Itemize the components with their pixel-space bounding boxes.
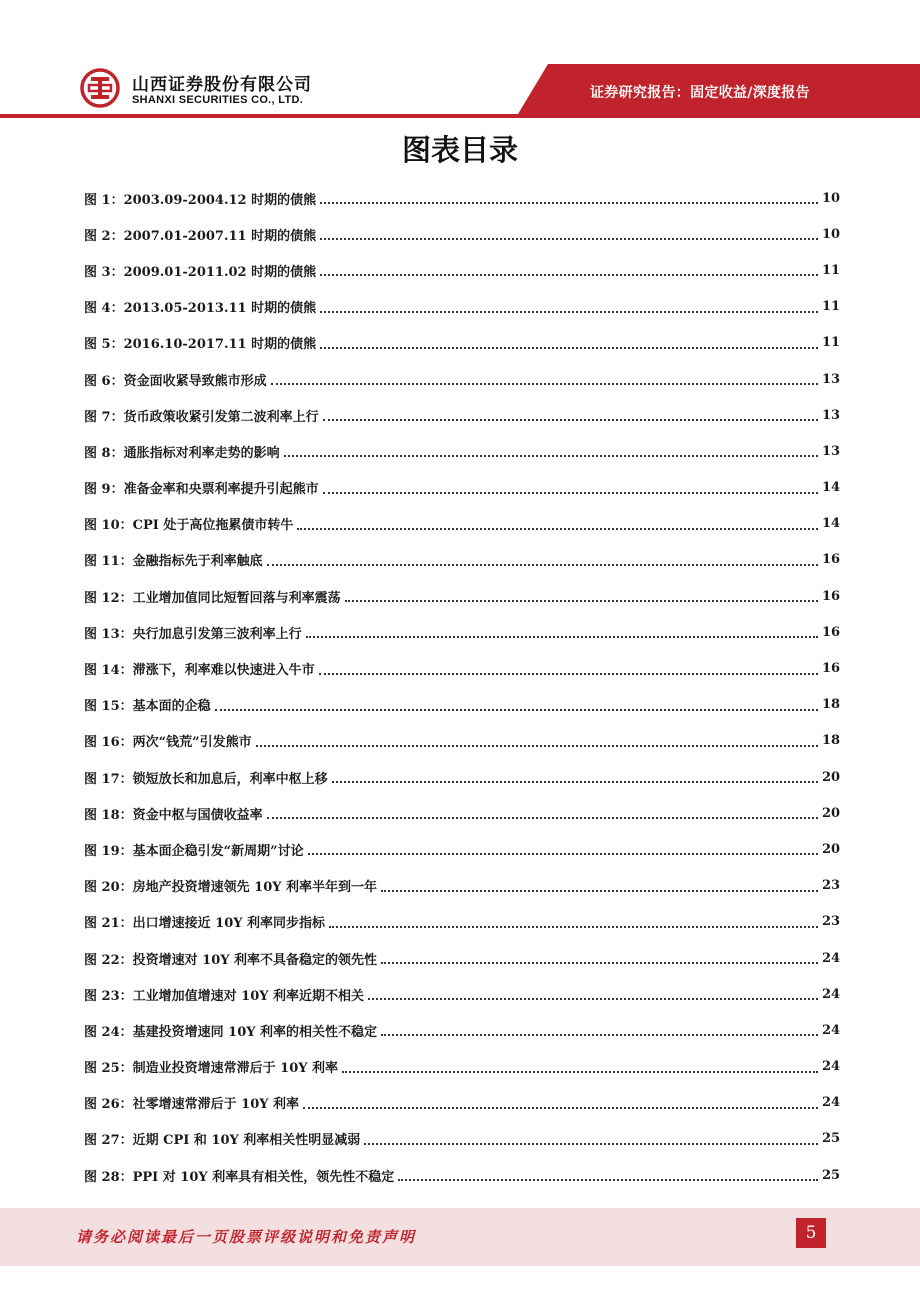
toc-dot-leader xyxy=(284,443,818,457)
toc-figure-title: PPI 对 10Y 利率具有相关性，领先性不稳定 xyxy=(132,1169,395,1185)
toc-entry[interactable] xyxy=(84,831,841,867)
toc-figure-label: 图 15： xyxy=(84,699,133,715)
toc-page-number: 10 xyxy=(822,226,841,242)
toc-entry[interactable] xyxy=(84,868,841,904)
toc-figure-label: 图 14： xyxy=(84,663,133,679)
toc-entry[interactable] xyxy=(84,650,841,686)
toc-entry[interactable] xyxy=(84,1121,841,1157)
toc-dot-leader xyxy=(398,1167,818,1181)
toc-page-number: 11 xyxy=(822,335,841,351)
toc-entry[interactable] xyxy=(84,433,841,469)
toc-figure-label: 图 12： xyxy=(84,590,133,606)
toc-figure-title: 资金面收紧导致熊市形成 xyxy=(123,373,267,389)
page-header xyxy=(0,0,920,122)
toc-figure-label: 图 11： xyxy=(84,554,133,570)
toc-figure-title: 社零增速常滞后于 10Y 利率 xyxy=(132,1097,300,1113)
toc-dot-leader xyxy=(381,950,818,964)
toc-figure-label: 图 1： xyxy=(84,192,124,208)
toc-figure-title: 准备金率和央票利率提升引起熊市 xyxy=(123,482,319,498)
toc-figure-title: 2016.10-2017.11 时期的债熊 xyxy=(123,337,317,353)
toc-figure-label: 图 4： xyxy=(84,301,124,317)
toc-figure-title: 房地产投资增速领先 10Y 利率半年到一年 xyxy=(132,880,378,896)
toc-dot-leader xyxy=(215,697,818,711)
toc-figure-title: 基本面企稳引发“新周期”讨论 xyxy=(132,843,304,859)
toc-page-number: 11 xyxy=(822,299,841,315)
toc-figure-title: 工业增加值同比短暂回落与利率震荡 xyxy=(132,590,341,606)
company-logo-icon xyxy=(80,68,120,108)
toc-dot-leader xyxy=(303,1095,818,1109)
toc-entry[interactable] xyxy=(84,578,841,614)
toc-entry[interactable] xyxy=(84,976,841,1012)
toc-dot-leader xyxy=(381,1022,818,1036)
toc-entry[interactable] xyxy=(84,723,841,759)
toc-entry[interactable] xyxy=(84,1157,841,1193)
toc-figure-label: 图 20： xyxy=(84,880,133,896)
toc-figure-title: 近期 CPI 和 10Y 利率相关性明显减弱 xyxy=(132,1133,361,1149)
toc-dot-leader xyxy=(364,1131,818,1145)
toc-figure-title: 资金中枢与国债收益率 xyxy=(132,807,263,823)
toc-page-number: 20 xyxy=(822,769,841,785)
toc-figure-title: 2003.09-2004.12 时期的债熊 xyxy=(123,192,317,208)
toc-page-number: 24 xyxy=(822,1095,841,1111)
toc-entry[interactable] xyxy=(84,252,841,288)
toc-dot-leader xyxy=(267,552,818,566)
toc-figure-title: 通胀指标对利率走势的影响 xyxy=(123,445,280,461)
disclaimer-text: 请务必阅读最后一页股票评级说明和免责声明 xyxy=(76,1228,417,1246)
toc-figure-title: 货币政策收紧引发第二波利率上行 xyxy=(123,409,319,425)
toc-page-number: 24 xyxy=(822,986,841,1002)
toc-figure-title: 滞涨下，利率难以快速进入牛市 xyxy=(132,663,315,679)
toc-dot-leader xyxy=(320,262,818,276)
toc-entry[interactable] xyxy=(84,470,841,506)
toc-dot-leader xyxy=(320,335,818,349)
page-number: 5 xyxy=(796,1218,826,1248)
toc-entry[interactable] xyxy=(84,1049,841,1085)
toc-dot-leader xyxy=(323,407,818,421)
toc-dot-leader xyxy=(332,769,818,783)
toc-entry[interactable] xyxy=(84,289,841,325)
toc-figure-label: 图 2： xyxy=(84,228,124,244)
toc-entry[interactable] xyxy=(84,940,841,976)
toc-figure-title: 基建投资增速同 10Y 利率的相关性不稳定 xyxy=(132,1024,378,1040)
toc-figure-label: 图 26： xyxy=(84,1097,133,1113)
toc-entry[interactable] xyxy=(84,325,841,361)
toc-figure-label: 图 22： xyxy=(84,952,133,968)
toc-entry[interactable] xyxy=(84,687,841,723)
toc-page-number: 14 xyxy=(822,516,841,532)
toc-dot-leader xyxy=(323,480,818,494)
toc-entry[interactable] xyxy=(84,1085,841,1121)
toc-dot-leader xyxy=(297,516,818,530)
toc-dot-leader xyxy=(381,878,818,892)
toc-figure-label: 图 16： xyxy=(84,735,133,751)
toc-dot-leader xyxy=(329,914,818,928)
toc-figure-label: 图 28： xyxy=(84,1169,133,1185)
toc-figure-title: 2009.01-2011.02 时期的债熊 xyxy=(123,264,317,280)
toc-entry[interactable] xyxy=(84,216,841,252)
page-footer xyxy=(0,1208,920,1266)
toc-page-number: 18 xyxy=(822,733,841,749)
toc-page-number: 16 xyxy=(822,588,841,604)
toc-page-number: 18 xyxy=(822,697,841,713)
toc-page-number: 16 xyxy=(822,552,841,568)
toc-page-number: 25 xyxy=(822,1167,841,1183)
toc-dot-leader xyxy=(345,588,818,602)
toc-figure-title: 基本面的企稳 xyxy=(132,699,211,715)
toc-figure-label: 图 19： xyxy=(84,843,133,859)
toc-dot-leader xyxy=(271,371,818,385)
toc-entry[interactable] xyxy=(84,904,841,940)
toc-figure-label: 图 10： xyxy=(84,518,133,534)
toc-page-number: 10 xyxy=(822,190,841,206)
toc-entry[interactable] xyxy=(84,614,841,650)
toc-dot-leader xyxy=(256,733,818,747)
toc-page-number: 13 xyxy=(822,443,841,459)
toc-figure-title: 2013.05-2013.11 时期的债熊 xyxy=(123,301,317,317)
toc-page-number: 16 xyxy=(822,624,841,640)
toc-figure-title: 锁短放长和加息后，利率中枢上移 xyxy=(132,771,328,787)
toc-page-number: 23 xyxy=(822,914,841,930)
toc-entry[interactable] xyxy=(84,180,841,216)
toc-figure-label: 图 5： xyxy=(84,337,124,353)
toc-page-number: 25 xyxy=(822,1131,841,1147)
toc-entry[interactable] xyxy=(84,397,841,433)
toc-entry[interactable] xyxy=(84,1012,841,1048)
toc-dot-leader xyxy=(320,190,818,204)
table-of-figures xyxy=(84,180,841,1193)
toc-figure-title: 央行加息引发第三波利率上行 xyxy=(132,626,302,642)
toc-page-number: 11 xyxy=(822,262,841,278)
toc-figure-label: 图 18： xyxy=(84,807,133,823)
toc-page-number: 14 xyxy=(822,480,841,496)
toc-figure-title: 制造业投资增速常滞后于 10Y 利率 xyxy=(132,1061,339,1077)
toc-dot-leader xyxy=(267,805,818,819)
toc-page-number: 23 xyxy=(822,878,841,894)
toc-page-number: 20 xyxy=(822,841,841,857)
toc-figure-label: 图 8： xyxy=(84,445,124,461)
toc-figure-title: CPI 处于高位拖累债市转牛 xyxy=(132,518,294,534)
toc-page-number: 24 xyxy=(822,950,841,966)
toc-dot-leader xyxy=(320,299,818,313)
company-name-cn: 山西证券股份有限公司 xyxy=(132,75,312,95)
toc-dot-leader xyxy=(306,624,818,638)
toc-dot-leader xyxy=(368,986,818,1000)
toc-dot-leader xyxy=(319,661,818,675)
toc-dot-leader xyxy=(308,841,818,855)
toc-page-number: 20 xyxy=(822,805,841,821)
toc-figure-label: 图 17： xyxy=(84,771,133,787)
toc-entry[interactable] xyxy=(84,361,841,397)
toc-entry[interactable] xyxy=(84,506,841,542)
toc-figure-title: 投资增速对 10Y 利率不具备稳定的领先性 xyxy=(132,952,378,968)
toc-page-number: 13 xyxy=(822,371,841,387)
toc-figure-title: 出口增速接近 10Y 利率同步指标 xyxy=(132,916,326,932)
toc-figure-title: 两次“钱荒”引发熊市 xyxy=(132,735,252,751)
page-title: 图表目录 xyxy=(401,133,518,167)
toc-figure-label: 图 25： xyxy=(84,1061,133,1077)
toc-figure-label: 图 24： xyxy=(84,1024,133,1040)
toc-figure-title: 2007.01-2007.11 时期的债熊 xyxy=(123,228,317,244)
toc-figure-label: 图 23： xyxy=(84,988,133,1004)
toc-page-number: 13 xyxy=(822,407,841,423)
toc-page-number: 24 xyxy=(822,1059,841,1075)
toc-figure-title: 工业增加值增速对 10Y 利率近期不相关 xyxy=(132,988,365,1004)
toc-figure-label: 图 9： xyxy=(84,482,124,498)
toc-dot-leader xyxy=(342,1059,818,1073)
toc-page-number: 24 xyxy=(822,1022,841,1038)
toc-page-number: 16 xyxy=(822,661,841,677)
toc-figure-label: 图 21： xyxy=(84,916,133,932)
toc-figure-label: 图 13： xyxy=(84,626,133,642)
toc-entry[interactable] xyxy=(84,542,841,578)
toc-figure-label: 图 3： xyxy=(84,264,124,280)
toc-figure-title: 金融指标先于利率触底 xyxy=(132,554,263,570)
toc-figure-label: 图 6： xyxy=(84,373,124,389)
report-type: 证券研究报告：固定收益/深度报告 xyxy=(590,85,810,101)
toc-entry[interactable] xyxy=(84,795,841,831)
toc-entry[interactable] xyxy=(84,759,841,795)
toc-figure-label: 图 7： xyxy=(84,409,124,425)
toc-figure-label: 图 27： xyxy=(84,1133,133,1149)
company-name-en: SHANXI SECURITIES CO., LTD. xyxy=(132,94,304,106)
toc-dot-leader xyxy=(320,226,818,240)
